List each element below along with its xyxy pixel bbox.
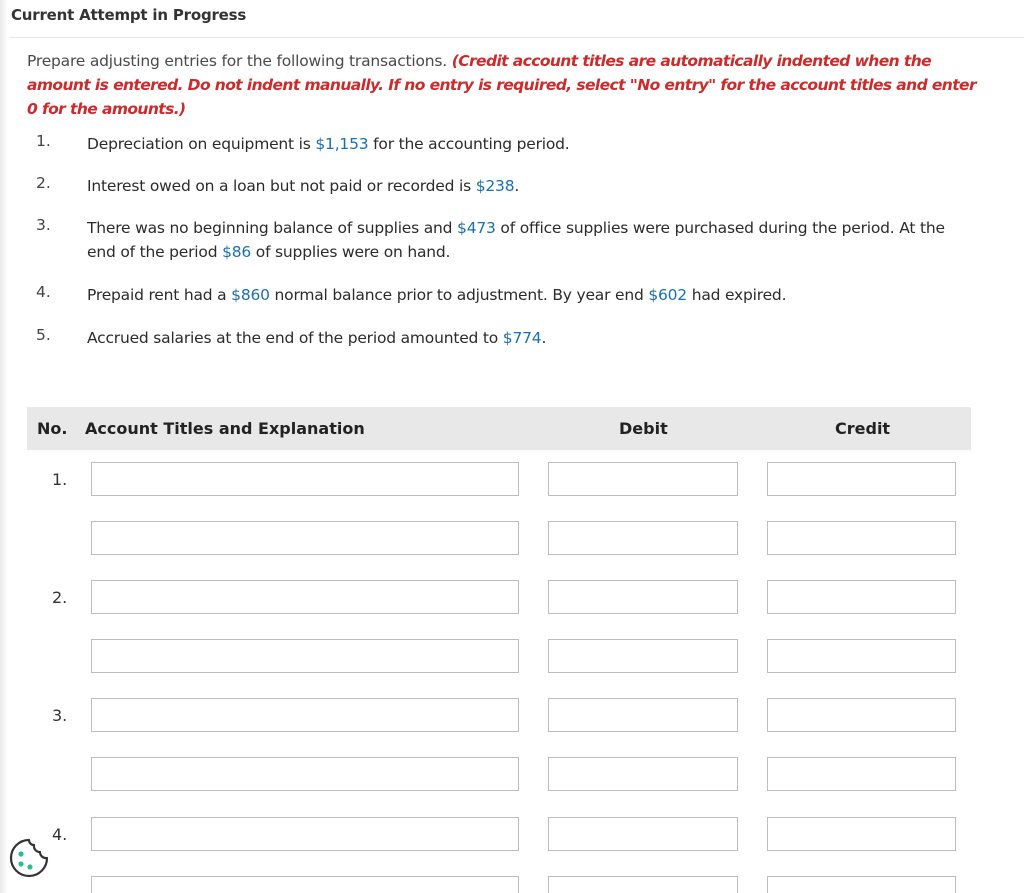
debit-input[interactable] bbox=[548, 876, 738, 893]
transaction-text-part: normal balance prior to adjustment. By year end bbox=[269, 286, 649, 304]
column-header-no: No. bbox=[37, 419, 68, 438]
transaction-text bbox=[87, 174, 967, 198]
debit-input[interactable] bbox=[548, 462, 738, 496]
journal-table-header bbox=[27, 407, 971, 450]
transaction-text-part: had expired. bbox=[686, 286, 787, 304]
credit-input[interactable] bbox=[767, 817, 956, 851]
page-title: Current Attempt in Progress bbox=[11, 6, 247, 24]
instructions bbox=[27, 49, 987, 121]
transaction-text bbox=[87, 216, 967, 264]
transaction-text-part: . bbox=[514, 177, 520, 195]
transaction-text bbox=[87, 132, 967, 156]
entry-number: 2. bbox=[52, 588, 68, 607]
credit-input[interactable] bbox=[767, 580, 956, 614]
left-edge-shadow bbox=[0, 0, 8, 893]
account-title-input[interactable] bbox=[91, 876, 519, 893]
account-title-input[interactable] bbox=[91, 521, 519, 555]
transaction-number: 2. bbox=[36, 174, 51, 192]
credit-input[interactable] bbox=[767, 462, 956, 496]
transaction-amount: $860 bbox=[231, 286, 270, 304]
transaction-amount: $238 bbox=[475, 177, 515, 195]
transaction-text-part: . bbox=[541, 329, 547, 347]
account-title-input[interactable] bbox=[91, 757, 519, 791]
transaction-text-part: for the accounting period. bbox=[368, 135, 570, 153]
transaction-text-part: Accrued salaries at the end of the period amounted to bbox=[87, 329, 503, 347]
column-header-debit: Debit bbox=[619, 419, 668, 438]
cookie-settings-button[interactable] bbox=[5, 834, 53, 882]
credit-input[interactable] bbox=[767, 876, 956, 893]
debit-input[interactable] bbox=[548, 698, 738, 732]
transaction-text-part: Interest owed on a loan but not paid or recorded is bbox=[87, 177, 476, 195]
entry-number: 1. bbox=[52, 470, 68, 489]
credit-input[interactable] bbox=[767, 639, 956, 673]
transaction-amount: $473 bbox=[457, 219, 496, 237]
account-title-input[interactable] bbox=[91, 817, 519, 851]
transaction-number: 1. bbox=[36, 132, 51, 150]
debit-input[interactable] bbox=[548, 757, 738, 791]
transaction-amount: $774 bbox=[502, 329, 542, 347]
transaction-text-part: of office supplies were purchased during the period. At the end of the period bbox=[87, 219, 945, 261]
cookie-icon bbox=[5, 834, 53, 882]
transaction-text-part: of supplies were on hand. bbox=[251, 243, 451, 261]
transaction-number: 5. bbox=[36, 326, 51, 344]
transaction-text-part: Depreciation on equipment is bbox=[87, 135, 316, 153]
account-title-input[interactable] bbox=[91, 580, 519, 614]
debit-input[interactable] bbox=[548, 817, 738, 851]
credit-input[interactable] bbox=[767, 698, 956, 732]
transaction-number: 4. bbox=[36, 283, 51, 301]
column-header-credit: Credit bbox=[835, 419, 891, 438]
entry-number: 3. bbox=[52, 706, 68, 725]
credit-input[interactable] bbox=[767, 521, 956, 555]
transaction-text-part: There was no beginning balance of supplies and bbox=[87, 219, 458, 237]
header-divider bbox=[10, 37, 1024, 38]
column-header-account: Account Titles and Explanation bbox=[85, 419, 365, 438]
transaction-amount: $86 bbox=[222, 243, 252, 261]
account-title-input[interactable] bbox=[91, 462, 519, 496]
instructions-emphasis: (Credit account titles are automatically indented when the amount is entered. Do not indent manually. If no entry is required, select "No entry" for the account titles and enter 0 for the amounts.) bbox=[27, 52, 977, 118]
transaction-amount: $1,153 bbox=[315, 135, 369, 153]
transaction-text bbox=[87, 283, 967, 307]
account-title-input[interactable] bbox=[91, 639, 519, 673]
debit-input[interactable] bbox=[548, 639, 738, 673]
transaction-text-part: Prepaid rent had a bbox=[87, 286, 232, 304]
debit-input[interactable] bbox=[548, 580, 738, 614]
instructions-intro: Prepare adjusting entries for the following transactions. bbox=[27, 52, 452, 70]
entry-number: 4. bbox=[52, 825, 68, 844]
transaction-text bbox=[87, 326, 967, 350]
transaction-number: 3. bbox=[36, 216, 51, 234]
credit-input[interactable] bbox=[767, 757, 956, 791]
debit-input[interactable] bbox=[548, 521, 738, 555]
account-title-input[interactable] bbox=[91, 698, 519, 732]
transaction-amount: $602 bbox=[648, 286, 687, 304]
